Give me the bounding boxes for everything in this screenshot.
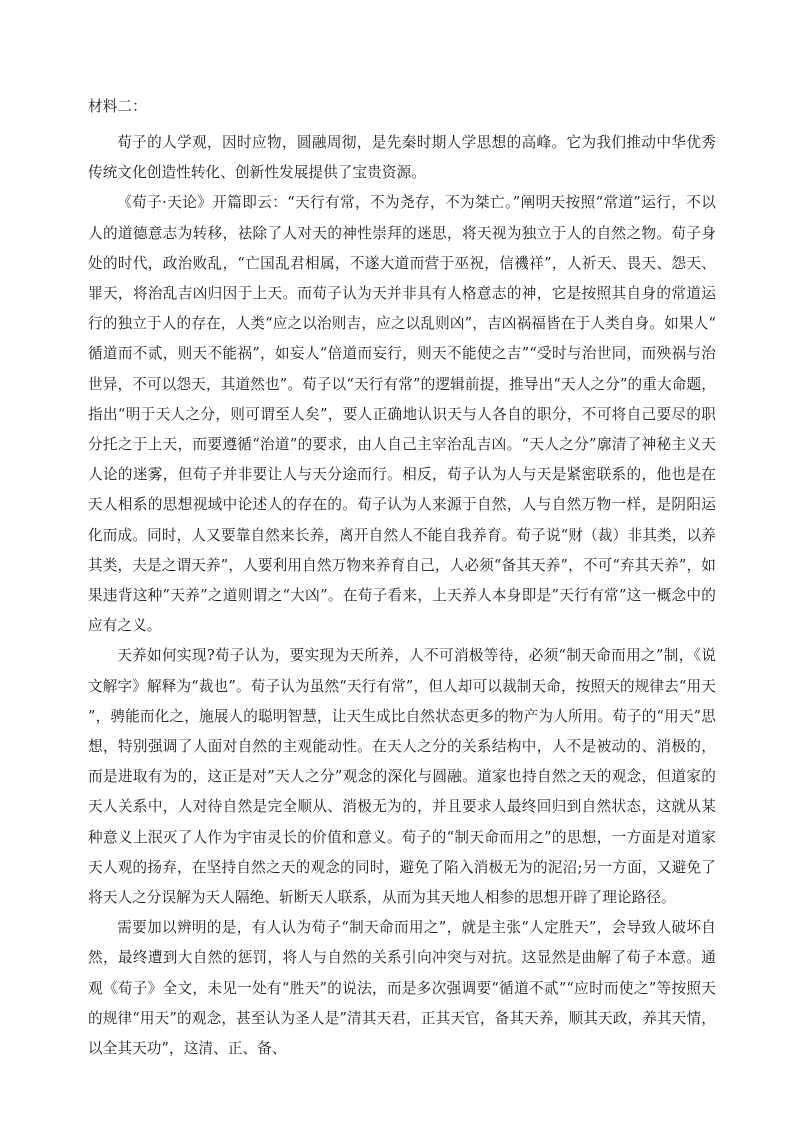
paragraph-2: 《荀子·天论》开篇即云：“天行有常，不为尧存，不为桀亡。”阐明天按照“常道”运行，不以人的道德意志为转移，祛除了人对天的神性崇拜的迷思，将天视为独立于人的自然之物。荀子身处的时代，政治败乱，“亡国乱君相属，不遂大道而营于巫祝，信禨祥”，人祈天、畏天、怨天、罪天，将治乱吉凶归因于上天。而荀子认为天并非具有人格意志的神，它是按照其自身的常道运行的独立于人的存在，人类“应之以治则吉，应之以乱则凶”，吉凶祸福皆在于人类自身。如果人“循道而不贰，则天不能祸”，如妄人“倍道而妄行，则天不能使之吉”“受时与治世同，而殃祸与治世异，不可以怨天，其道然也”。荀子以“天行有常”的逻辑前提，推导出“天人之分”的重大命题，指出“明于天人之分，则可谓至人矣”，要人正确地认识天与人各自的职分，不可将自己要尽的职分托之于上天，而要遵循“治道”的要求，由人自己主宰治乱吉凶。“天人之分”廓清了神秘主义天人论的迷雾，但荀子并非要让人与天分途而行。相反，荀子认为人与天是紧密联系的，他也是在天人相系的思想视域中论述人的存在的。荀子认为人来源于自然，人与自然万物一样，是阴阳运化而成。同时，人又要靠自然来长养，离开自然人不能自我养育。荀子说“财（裁）非其类，以养其类，夫是之谓天养”，人要利用自然万物来养育自己，人必须“备其天养”，不可“弃其天养”，如果违背这种”天养”之道则谓之“大凶”。在荀子看来，上天养人本身即是”天行有常”这一概念中的应有之义。 (88, 194, 716, 635)
section-heading: 材料二： (88, 98, 147, 115)
paragraph-1: 荀子的人学观，因时应物，圆融周彻，是先秦时期人学思想的高峰。它为我们推动中华优秀传统文化创造性转化、创新性发展提供了宝贵资源。 (88, 134, 716, 182)
paragraph-3: 天养如何实现?荀子认为，要实现为天所养，人不可消极等待，必须“制天命而用之”制，《说文解字》解释为“裁也”。荀子认为虽然“天行有常”，但人却可以裁制天命，按照天的规律去“用天”，骋能而化之，施展人的聪明智慧，让天生成比自然状态更多的物产为人所用。荀子的“用天”思想，特别强调了人面对自然的主观能动性。在天人之分的关系结构中，人不是被动的、消极的，而是进取有为的，这正是对”天人之分”观念的深化与圆融。道家也持自然之天的观念，但道家的天人关系中，人对待自然是完全顺从、消极无为的，并且要求人最终回归到自然状态，这就从某种意义上泯灭了人作为宇宙灵长的价值和意义。荀子的“制天命而用之”的思想，一方面是对道家天人观的扬弃，在坚持自然之天的观念的同时，避免了陷入消极无为的泥沼;另一方面，又避免了将天人之分误解为天人隔绝、斩断天人联系，从而为其天地人相参的思想开辟了理论路径。 (88, 647, 716, 907)
paragraph-4: 需要加以辨明的是，有人认为荀子“制天命而用之”，就是主张“人定胜天”，会导致人破坏自然，最终遭到大自然的惩罚，将人与自然的关系引向冲突与对抗。这显然是曲解了荀子本意。通观《荀子》全文，未见一处有“胜天”的说法，而是多次强调要“循道不贰”“应时而使之”等按照天的规律“用天”的观念，甚至认为圣人是”清其天君，正其天官，备其天养，顺其天政，养其天情，以全其天功”，这清、正、备、 (88, 919, 716, 1058)
document-body (88, 92, 716, 1064)
